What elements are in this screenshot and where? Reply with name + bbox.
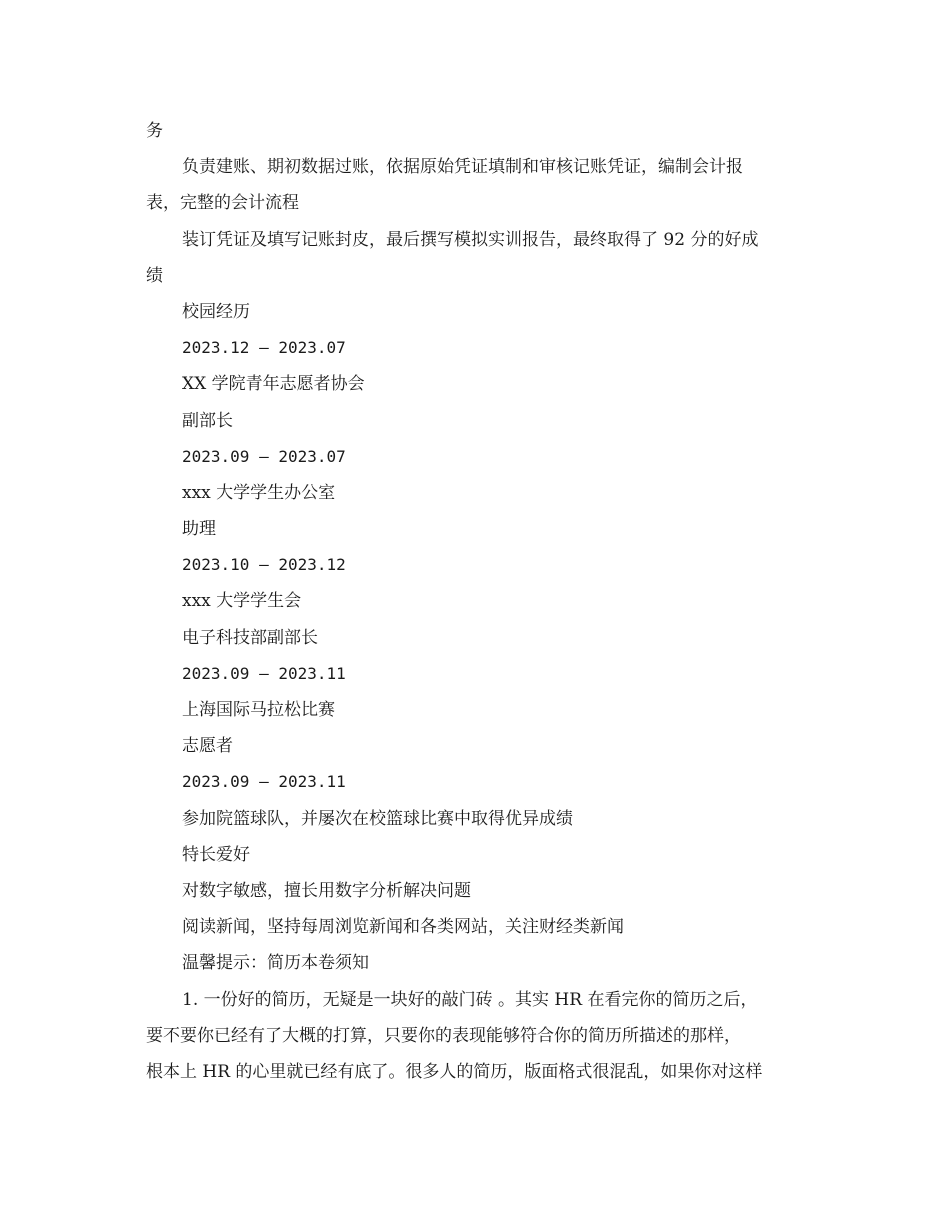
text-line: 表，完整的会计流程: [146, 193, 299, 214]
role: 助理: [182, 519, 216, 540]
date-range: 2023.09 – 2023.11: [182, 772, 346, 792]
organization: 上海国际马拉松比赛: [182, 700, 335, 720]
role: 副部长: [182, 410, 233, 431]
date-range: 2023.10 – 2023.12: [182, 555, 346, 575]
document-page: [146, 113, 806, 1090]
date-range: 2023.09 – 2023.07: [182, 446, 346, 466]
date-range: 2023.12 – 2023.07: [182, 338, 346, 358]
text-line: 装订凭证及填写记账封皮，最后撰写模拟实训报告，最终取得了 92 分的好成: [182, 229, 759, 250]
role: 电子科技部副部长: [182, 627, 318, 648]
text-line: 要不要你已经有了大概的打算，只要你的表现能够符合你的简历所描述的那样，: [146, 1025, 741, 1046]
role: 志愿者: [182, 736, 233, 757]
text-line: 负责建账、期初数据过账，依据原始凭证填制和审核记账凭证，编制会计报: [182, 157, 743, 178]
text-line: 参加院篮球队，并屡次在校篮球比赛中取得优异成绩: [182, 808, 573, 829]
text-line: 阅读新闻，坚持每周浏览新闻和各类网站，关注财经类新闻: [182, 917, 624, 938]
text-line: 务: [146, 121, 163, 141]
date-range: 2023.09 – 2023.11: [182, 663, 346, 683]
text-line: 绩: [146, 265, 163, 286]
text-line: 根本上 HR 的心里就已经有底了。很多人的简历，版面格式很混乱，如果你对这样: [146, 1061, 763, 1082]
section-heading: 温馨提示：简历本卷须知: [182, 953, 369, 974]
text-line: 1. 一份好的简历，无疑是一块好的敲门砖 。其实 HR 在看完你的简历之后，: [182, 989, 758, 1010]
organization: XX 学院青年志愿者协会: [182, 374, 365, 395]
section-heading: 特长爱好: [182, 844, 250, 865]
section-heading: 校园经历: [182, 301, 250, 322]
organization: xxx 大学学生会: [182, 591, 302, 612]
text-line: 对数字敏感，擅长用数字分析解决问题: [182, 880, 471, 901]
organization: xxx 大学学生办公室: [182, 482, 336, 503]
